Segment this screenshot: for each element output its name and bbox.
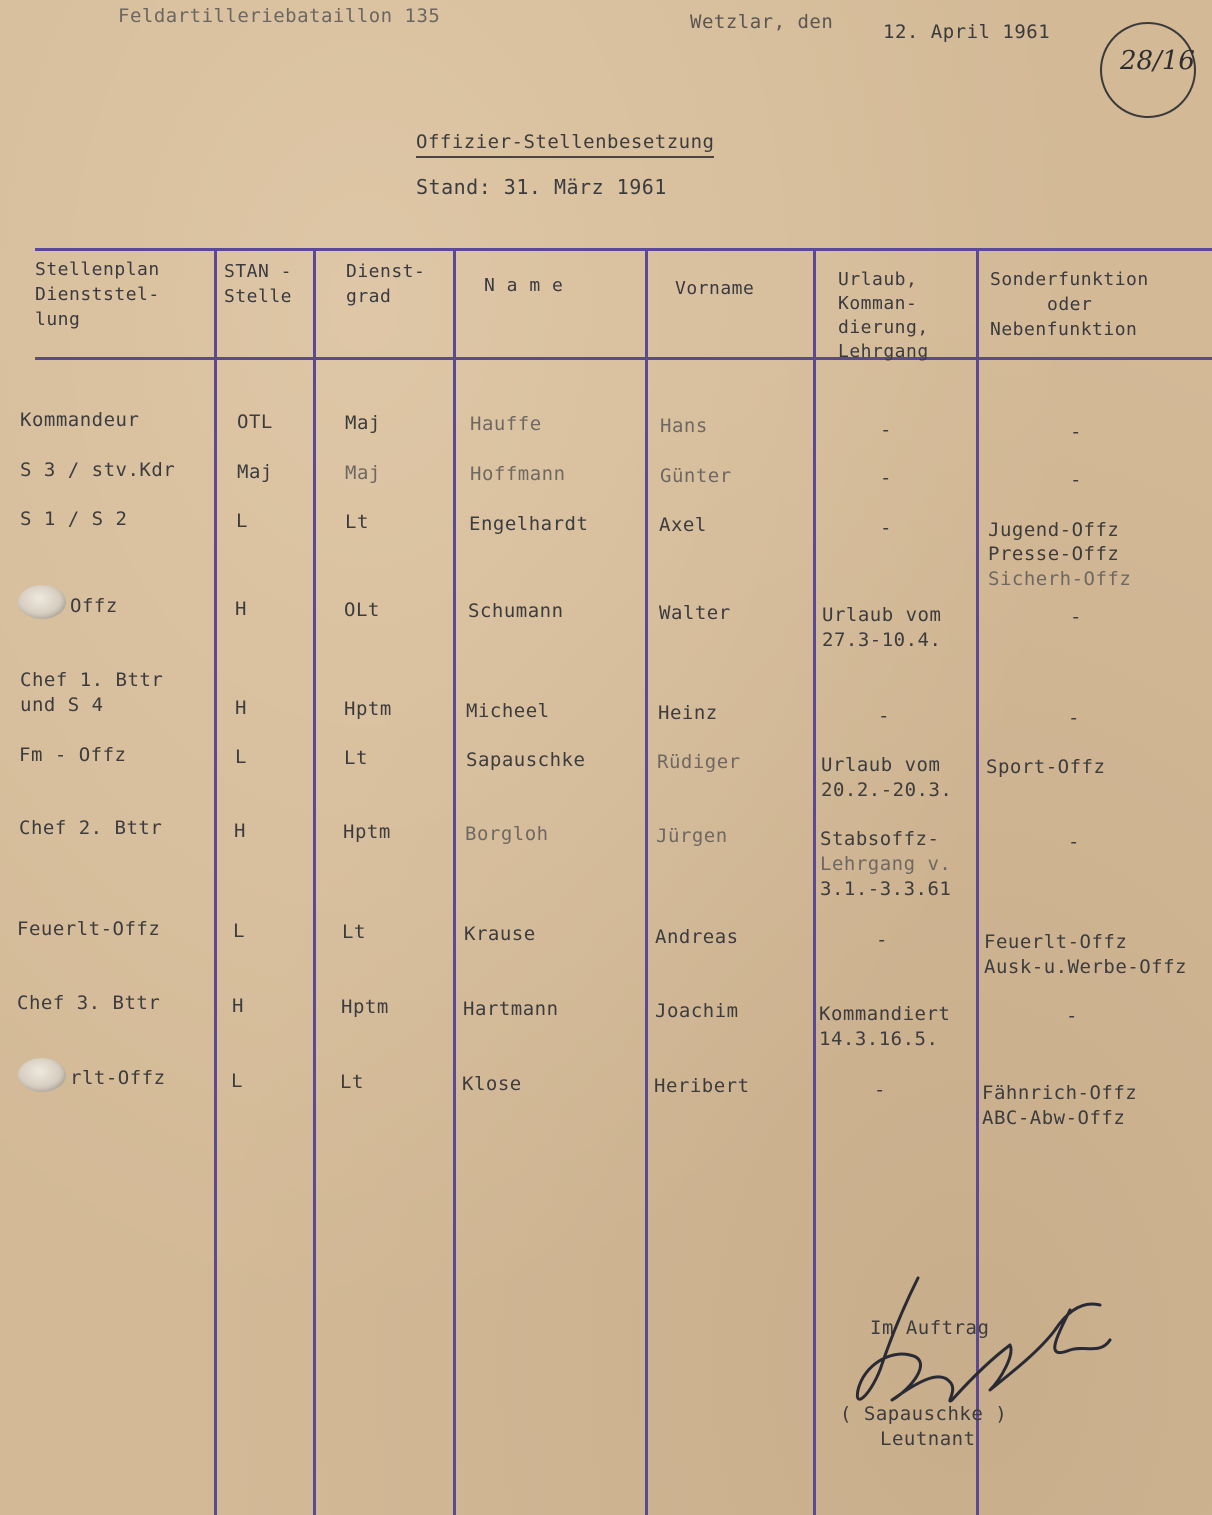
archive-stamp-number: 28/16 bbox=[1120, 46, 1195, 76]
row-stan: OTL bbox=[237, 411, 273, 433]
row-vorname: Günter bbox=[660, 465, 732, 487]
row-name: Hauffe bbox=[470, 413, 542, 435]
row-stan: L bbox=[235, 746, 247, 768]
row-stan: H bbox=[235, 598, 247, 620]
table-header-rule bbox=[35, 357, 1212, 360]
row-vorname: Walter bbox=[659, 602, 731, 624]
header-sonder-3: Nebenfunktion bbox=[990, 319, 1138, 340]
header-name: N a m e bbox=[484, 275, 564, 296]
unit-name: Feldartilleriebataillon 135 bbox=[118, 5, 441, 27]
row-grad: OLt bbox=[344, 599, 380, 621]
row-sonder-2: Ausk-u.Werbe-Offz bbox=[984, 956, 1187, 978]
row-grad: Hptm bbox=[343, 821, 391, 843]
row-sonder-2: Presse-Offz bbox=[988, 543, 1120, 565]
row-vorname: Andreas bbox=[655, 926, 739, 948]
header-dienstgrad-1: Dienst- bbox=[346, 261, 426, 282]
row-sonder: Sport-Offz bbox=[986, 756, 1106, 778]
row-stelle: Chef 2. Bttr bbox=[19, 817, 163, 839]
column-divider-5 bbox=[813, 250, 816, 1515]
signature-im-auftrag: Im Auftrag bbox=[870, 1317, 990, 1339]
header-urlaub-1: Urlaub, bbox=[838, 269, 918, 290]
header-urlaub-3: dierung, bbox=[838, 317, 929, 338]
header-sonder-2: oder bbox=[1047, 294, 1093, 315]
row-grad: Hptm bbox=[344, 698, 392, 720]
row-stelle: S 3 / stv.Kdr bbox=[20, 459, 176, 481]
row-urlaub-1: Kommandiert bbox=[819, 1003, 951, 1025]
row-grad: Lt bbox=[345, 511, 369, 533]
signature-name: ( Sapauschke ) bbox=[840, 1403, 1008, 1425]
row-sonder-2: ABC-Abw-Offz bbox=[982, 1107, 1126, 1129]
document-title: Offizier-Stellenbesetzung bbox=[416, 130, 714, 158]
row-stan: Maj bbox=[237, 461, 273, 483]
row-stelle-2: und S 4 bbox=[20, 694, 104, 716]
row-urlaub-3: 3.1.-3.3.61 bbox=[820, 878, 952, 900]
row-sonder-1: Feuerlt-Offz bbox=[984, 931, 1128, 953]
row-name: Engelhardt bbox=[469, 513, 589, 535]
row-name: Borgloh bbox=[465, 823, 549, 845]
row-urlaub: - bbox=[874, 1079, 886, 1101]
row-name: Krause bbox=[464, 923, 536, 945]
row-stelle-1: Chef 1. Bttr bbox=[20, 669, 164, 691]
row-urlaub-1: Stabsoffz- bbox=[820, 828, 940, 850]
row-vorname: Hans bbox=[660, 415, 708, 437]
header-urlaub-2: Komman- bbox=[838, 293, 918, 314]
row-stan: L bbox=[231, 1070, 243, 1092]
header-stellenplan-1: Stellenplan bbox=[35, 259, 160, 280]
row-urlaub: - bbox=[880, 517, 892, 539]
header-stan-1: STAN - bbox=[224, 261, 293, 282]
header-sonder-1: Sonderfunktion bbox=[990, 269, 1149, 290]
row-sonder-1: Jugend-Offz bbox=[988, 519, 1120, 541]
row-sonder-1: Fähnrich-Offz bbox=[982, 1082, 1138, 1104]
row-sonder: - bbox=[1070, 421, 1082, 443]
header-stellenplan-2: Dienststel- bbox=[35, 284, 160, 305]
header-stellenplan-3: lung bbox=[35, 309, 81, 330]
row-vorname: Axel bbox=[659, 514, 707, 536]
row-vorname: Heinz bbox=[658, 702, 718, 724]
row-name: Klose bbox=[462, 1073, 522, 1095]
row-urlaub: - bbox=[878, 705, 890, 727]
header-urlaub-4: Lehrgang bbox=[838, 341, 929, 362]
column-divider-3 bbox=[453, 250, 456, 1515]
row-grad: Lt bbox=[344, 747, 368, 769]
row-name: Micheel bbox=[466, 700, 550, 722]
row-stelle: S 1 / S 2 bbox=[20, 508, 128, 530]
row-urlaub: - bbox=[880, 419, 892, 441]
row-stelle: Kommandeur bbox=[20, 409, 140, 431]
punch-hole-upper bbox=[18, 585, 66, 619]
row-urlaub-1: Urlaub vom bbox=[822, 604, 942, 626]
row-name: Sapauschke bbox=[466, 749, 586, 771]
row-vorname: Rüdiger bbox=[657, 751, 741, 773]
row-stan: L bbox=[233, 920, 245, 942]
column-divider-4 bbox=[645, 250, 648, 1515]
row-stelle: Chef 3. Bttr bbox=[17, 992, 161, 1014]
row-vorname: Joachim bbox=[655, 1000, 739, 1022]
row-vorname: Jürgen bbox=[656, 825, 728, 847]
row-stelle: Feuerlt-Offz bbox=[17, 918, 161, 940]
punch-hole-lower bbox=[18, 1058, 66, 1092]
row-name: Hoffmann bbox=[470, 463, 566, 485]
header-vorname: Vorname bbox=[675, 278, 755, 299]
row-urlaub-2: Lehrgang v. bbox=[820, 853, 952, 875]
row-urlaub: - bbox=[880, 467, 892, 489]
row-sonder: - bbox=[1068, 707, 1080, 729]
column-divider-2 bbox=[313, 250, 316, 1515]
header-stan-2: Stelle bbox=[224, 286, 293, 307]
row-stan: H bbox=[235, 697, 247, 719]
table-top-rule bbox=[35, 248, 1212, 251]
row-stelle: rlt-Offz bbox=[70, 1067, 166, 1089]
row-urlaub: - bbox=[876, 929, 888, 951]
status-date: Stand: 31. März 1961 bbox=[416, 175, 667, 199]
header-dienstgrad-2: grad bbox=[346, 286, 392, 307]
row-urlaub-2: 20.2.-20.3. bbox=[821, 779, 953, 801]
row-name: Schumann bbox=[468, 600, 564, 622]
row-urlaub-2: 14.3.16.5. bbox=[819, 1028, 939, 1050]
row-name: Hartmann bbox=[463, 998, 559, 1020]
row-stelle: Offz bbox=[70, 595, 118, 617]
row-sonder-3: Sicherh-Offz bbox=[988, 568, 1132, 590]
row-urlaub-1: Urlaub vom bbox=[821, 754, 941, 776]
row-stan: H bbox=[232, 995, 244, 1017]
place-label: Wetzlar, den bbox=[690, 11, 834, 33]
row-grad: Maj bbox=[345, 462, 381, 484]
row-sonder: - bbox=[1066, 1005, 1078, 1027]
column-divider-1 bbox=[214, 250, 217, 1515]
row-grad: Lt bbox=[342, 921, 366, 943]
row-grad: Lt bbox=[340, 1071, 364, 1093]
signature-rank: Leutnant bbox=[880, 1428, 976, 1450]
handwritten-signature bbox=[840, 1270, 1120, 1430]
row-sonder: - bbox=[1070, 469, 1082, 491]
row-urlaub-2: 27.3-10.4. bbox=[822, 629, 942, 651]
row-stelle: Fm - Offz bbox=[19, 744, 127, 766]
row-grad: Maj bbox=[345, 412, 381, 434]
row-stan: H bbox=[234, 820, 246, 842]
row-sonder: - bbox=[1070, 606, 1082, 628]
document-date: 12. April 1961 bbox=[883, 21, 1051, 43]
row-stan: L bbox=[236, 510, 248, 532]
row-vorname: Heribert bbox=[654, 1075, 750, 1097]
row-grad: Hptm bbox=[341, 996, 389, 1018]
row-sonder: - bbox=[1068, 831, 1080, 853]
